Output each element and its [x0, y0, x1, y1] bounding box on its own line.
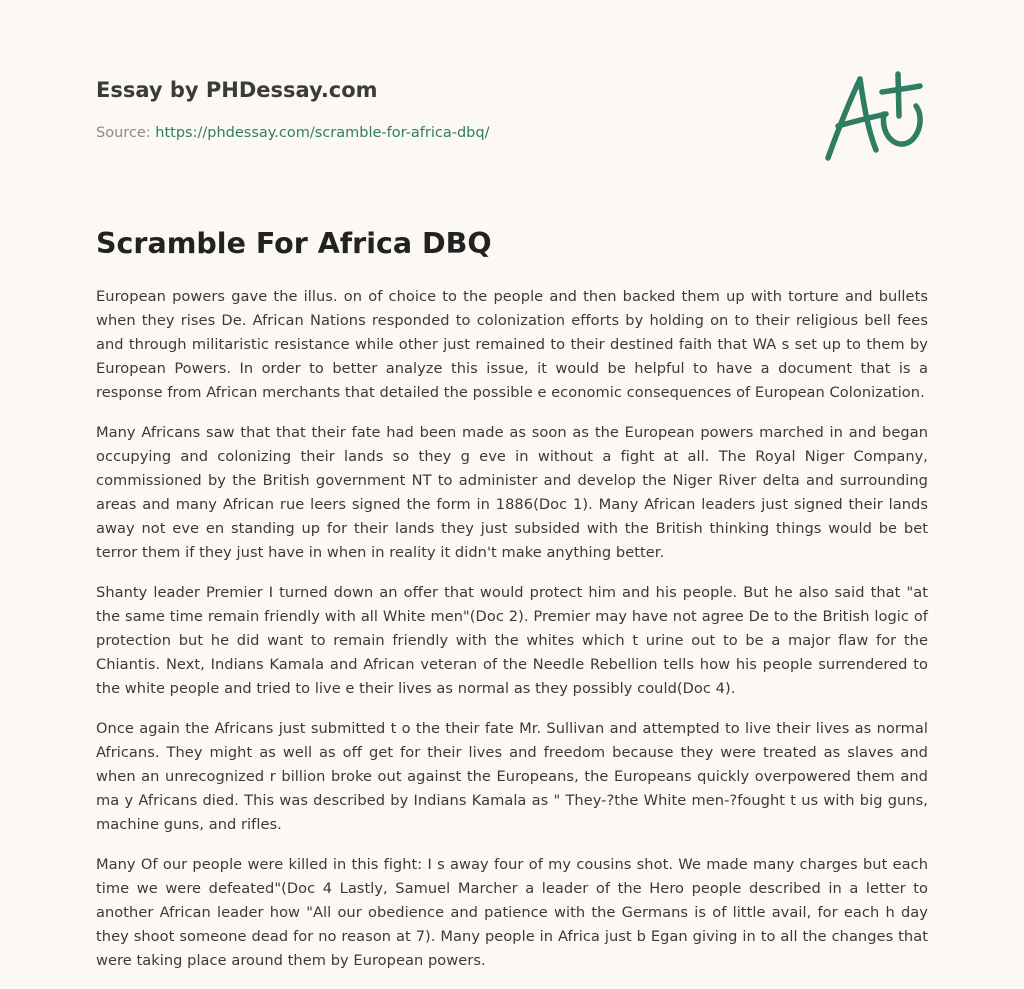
a-plus-grade-icon [820, 66, 930, 166]
brand-title: Essay by PHDessay.com [96, 78, 378, 102]
essay-paragraph: Once again the Africans just submitted t o the their fate Mr. Sullivan and attempted to live their lives as normal Africans. They might as well as off get for their lives and freedom because they were treated as slaves and when an unrecognized r billion broke out against the Europeans, the Europeans quickly overpowered them and ma y Africans died. This was described by Indians Kamala as " They-?the White men-?fought t us with big guns, machine guns, and rifles. [96, 720, 928, 833]
essay-paragraph: Many Africans saw that that their fate had been made as soon as the European powers marched in and began occupying and colonizing their lands so they g eve in without a fight at all. The Royal Niger Company, commissioned by the British government NT to administer and develop the Niger River delta and surrounding areas and many African rue leers signed the form in 1886(Doc 1). Many African leaders just signed their lands away not eve en standing up for their lands they just subsided with the British thinking things would be bet terror them if they just have in when in reality it didn't make anything better. [96, 424, 928, 561]
essay-paragraph: Shanty leader Premier I turned down an offer that would protect him and his people. But he also said that "at the same time remain friendly with all White men"(Doc 2). Premier may have not agree De to the British logic of protection but he did want to remain friendly with the whites which t urine out to be a major flaw for the Chiantis. Next, Indians Kamala and African veteran of the Needle Rebellion tells how his people surrendered to the white people and tried to live e their lives as normal as they possibly could(Doc 4). [96, 584, 928, 697]
essay-header [96, 76, 696, 143]
essay-paragraph: European powers gave the illus. on of choice to the people and then backed them up with torture and bullets when they rises De. African Nations responded to colonization efforts by holding on to their religious bell fees and through militaristic resistance while other just remained to their destined faith that WA s set up to them by European Powers. In order to better analyze this issue, it would be helpful to have a document that is a response from African merchants that detailed the possible e economic consequences of European Colonization. [96, 288, 928, 401]
essay-title: Scramble For Africa DBQ [96, 227, 492, 260]
source-label: Source: [96, 125, 156, 141]
source-link[interactable]: https://phdessay.com/scramble-for-africa-dbq/ [155, 125, 490, 141]
essay-paragraph: Many Of our people were killed in this fight: I s away four of my cousins shot. We made many charges but each time we were defeated"(Doc 4 Lastly, Samuel Marcher a leader of the Hero people described in a letter to another African leader how "All our obedience and patience with the Germans is of little avail, for each h day they shoot someone dead for no reason at 7). Many people in Africa just b Egan giving in to all the changes that were taking place around them by European powers. [96, 856, 928, 969]
source-line [96, 123, 696, 143]
essay-body [96, 285, 928, 989]
